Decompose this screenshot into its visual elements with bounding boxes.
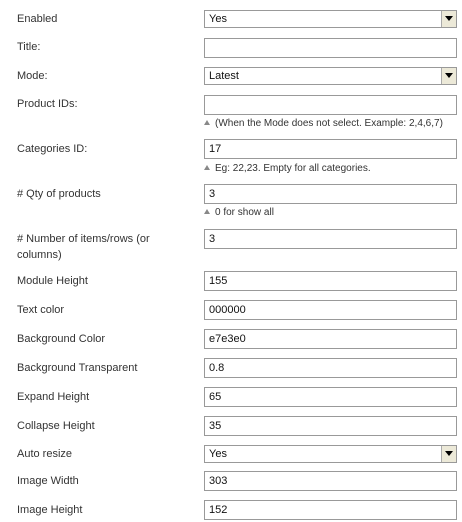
mode-label: Mode: [17,70,48,82]
auto-resize-label: Auto resize [17,448,73,460]
module-height-input[interactable] [204,271,457,291]
categories-id-input[interactable] [204,139,457,159]
text-color-input[interactable] [204,300,457,320]
qty-products-label: # Qty of products [17,188,101,200]
triangle-up-icon [204,209,210,214]
auto-resize-select-value: Yes [209,448,227,460]
collapse-height-label: Collapse Height [17,420,95,432]
triangle-up-icon [204,165,210,170]
qty-products-hint-text: 0 for show all [215,207,274,218]
image-height-label: Image Height [17,504,83,516]
expand-height-input[interactable] [204,387,457,407]
enabled-label: Enabled [17,13,58,25]
module-height-label: Module Height [17,275,88,287]
title-label: Title: [17,41,41,53]
expand-height-label: Expand Height [17,391,90,403]
number-items-input[interactable] [204,229,457,249]
mode-select[interactable] [204,67,457,85]
background-transparent-label: Background Transparent [17,362,138,374]
chevron-down-icon[interactable] [441,68,456,84]
enabled-select[interactable] [204,10,457,28]
qty-products-input[interactable] [204,184,457,204]
image-width-label: Image Width [17,475,79,487]
chevron-down-icon[interactable] [441,446,456,462]
image-height-input[interactable] [204,500,457,520]
product-ids-input[interactable] [204,95,457,115]
categories-id-hint-text: Eg: 22,23. Empty for all categories. [215,163,371,174]
collapse-height-input[interactable] [204,416,457,436]
mode-select-value: Latest [209,70,239,82]
product-ids-label: Product IDs: [17,98,78,110]
qty-products-hint [204,207,274,219]
triangle-up-icon [204,120,210,125]
number-items-label: # Number of items/rows (or columns) [17,233,150,261]
background-color-label: Background Color [17,333,106,345]
auto-resize-select[interactable] [204,445,457,463]
image-width-input[interactable] [204,471,457,491]
background-transparent-input[interactable] [204,358,457,378]
categories-id-label: Categories ID: [17,143,88,155]
chevron-down-icon[interactable] [441,11,456,27]
product-ids-hint-text: (When the Mode does not select. Example: 2,4,6,7) [215,118,443,129]
background-color-input[interactable] [204,329,457,349]
title-input[interactable] [204,38,457,58]
enabled-select-value: Yes [209,13,227,25]
product-ids-hint [204,118,443,130]
text-color-label: Text color [17,304,65,316]
categories-id-hint [204,163,371,175]
